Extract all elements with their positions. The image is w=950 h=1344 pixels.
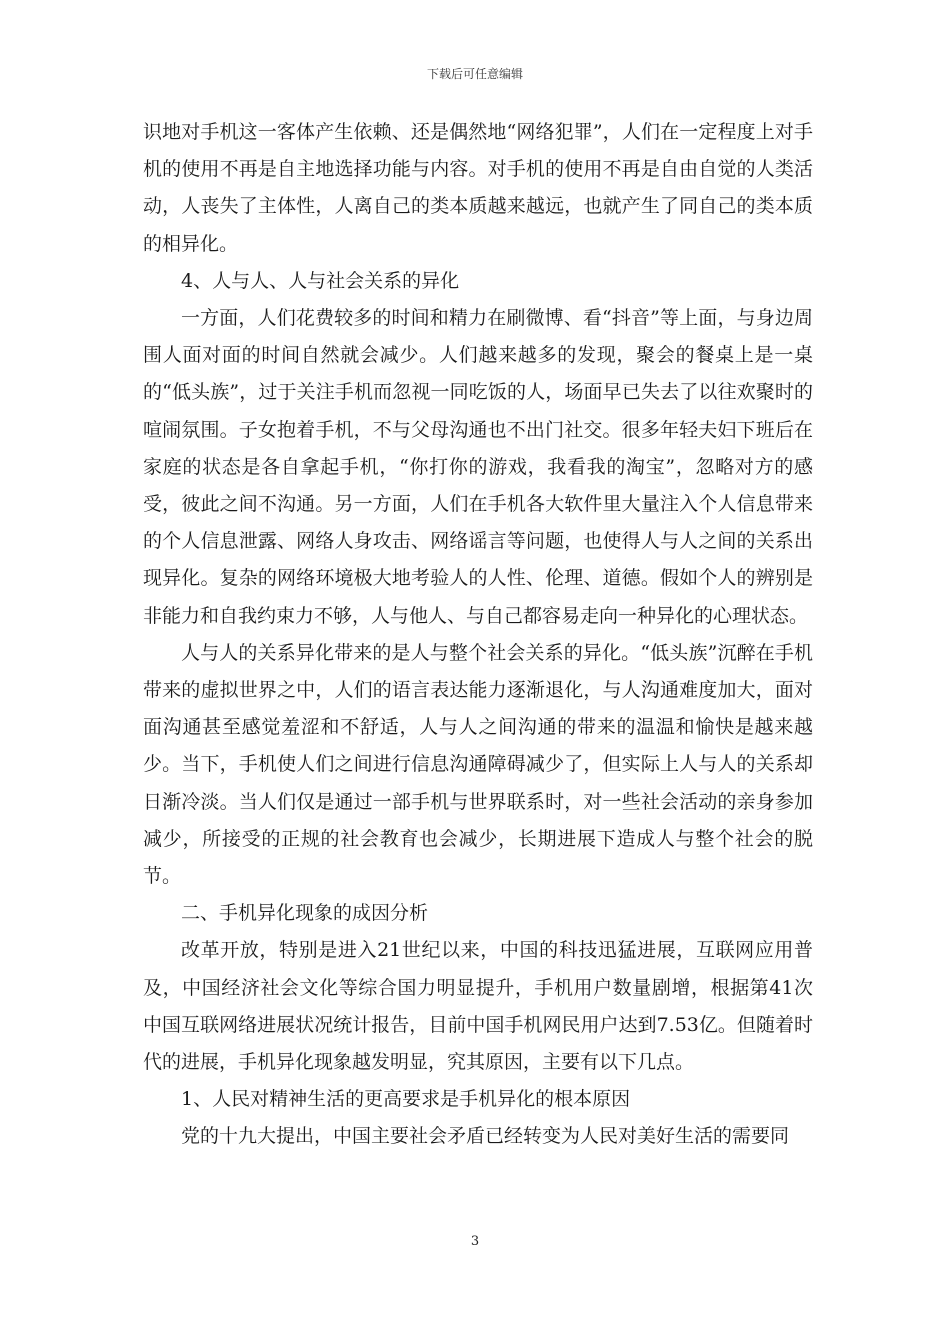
- paragraph-party-congress: 党的十九大提出，中国主要社会矛盾已经转变为人民对美好生活的需要同: [181, 1125, 790, 1148]
- page-number: 3: [470, 1234, 480, 1249]
- section-heading-cause-analysis: 二、手机异化现象的成因分析: [181, 902, 429, 925]
- document-body: [143, 114, 813, 1156]
- paragraph-reform: 改革开放，特别是进入21世纪以来，中国的科技迅猛进展，互联网应用普及，中国经济社会文化等综合国力明显提升，手机用户数量剧增，根据第41次中国互联网络进展状况统计报告，目前中国手机网民用户达到7.53亿。但随着时代的进展，手机异化现象越发明显，究其原因，主要有以下几点。: [143, 939, 813, 1074]
- section-heading-1: 1、人民对精神生活的更高要求是手机异化的根本原因: [181, 1088, 631, 1111]
- paragraph-continuation: 识地对手机这一客体产生依赖、还是偶然地“网络犯罪”，人们在一定程度上对手机的使用不再是自主地选择功能与内容。对手机的使用不再是自由自觉的人类活动，人丧失了主体性，人离自己的类本质越来越远，也就产生了同自己的类本质的相异化。: [143, 121, 813, 255]
- paragraph-social-alienation: 人与人的关系异化带来的是人与整个社会关系的异化。“低头族”沉醉在手机带来的虚拟世界之中，人们的语言表达能力逐渐退化，与人沟通难度加大，面对面沟通甚至感觉羞涩和不舒适，人与人之间沟通的带来的温温和愉快是越来越少。当下，手机使人们之间进行信息沟通障碍减少了，但实际上人与人的关系却日渐冷淡。当人们仅是通过一部手机与世界联系时，对一些社会活动的亲身参加减少，所接受的正规的社会教育也会减少，长期进展下造成人与整个社会的脱节。: [143, 641, 813, 888]
- page-header: 下载后可任意编辑: [426, 67, 523, 81]
- section-heading-4: 4、人与人、人与社会关系的异化: [181, 269, 460, 292]
- paragraph-one-side: 一方面，人们花费较多的时间和精力在刷微博、看“抖音”等上面，与身边周围人面对面的时间自然就会减少。人们越来越多的发现，聚会的餐桌上是一桌的“低头族”，过于关注手机而忽视一同吃饭的人，场面早已失去了以往欢聚时的喧闹氛围。子女抱着手机，不与父母沟通也不出门社交。很多年轻夫妇下班后在家庭的状态是各自拿起手机，“你打你的游戏，我看我的淘宝”，忽略对方的感受，彼此之间不沟通。另一方面，人们在手机各大软件里大量注入个人信息带来的个人信息泄露、网络人身攻击、网络谣言等问题，也使得人与人之间的关系出现异化。复杂的网络环境极大地考验人的人性、伦理、道德。假如个人的辨别是非能力和自我约束力不够，人与他人、与自己都容易走向一种异化的心理状态。: [143, 307, 813, 627]
